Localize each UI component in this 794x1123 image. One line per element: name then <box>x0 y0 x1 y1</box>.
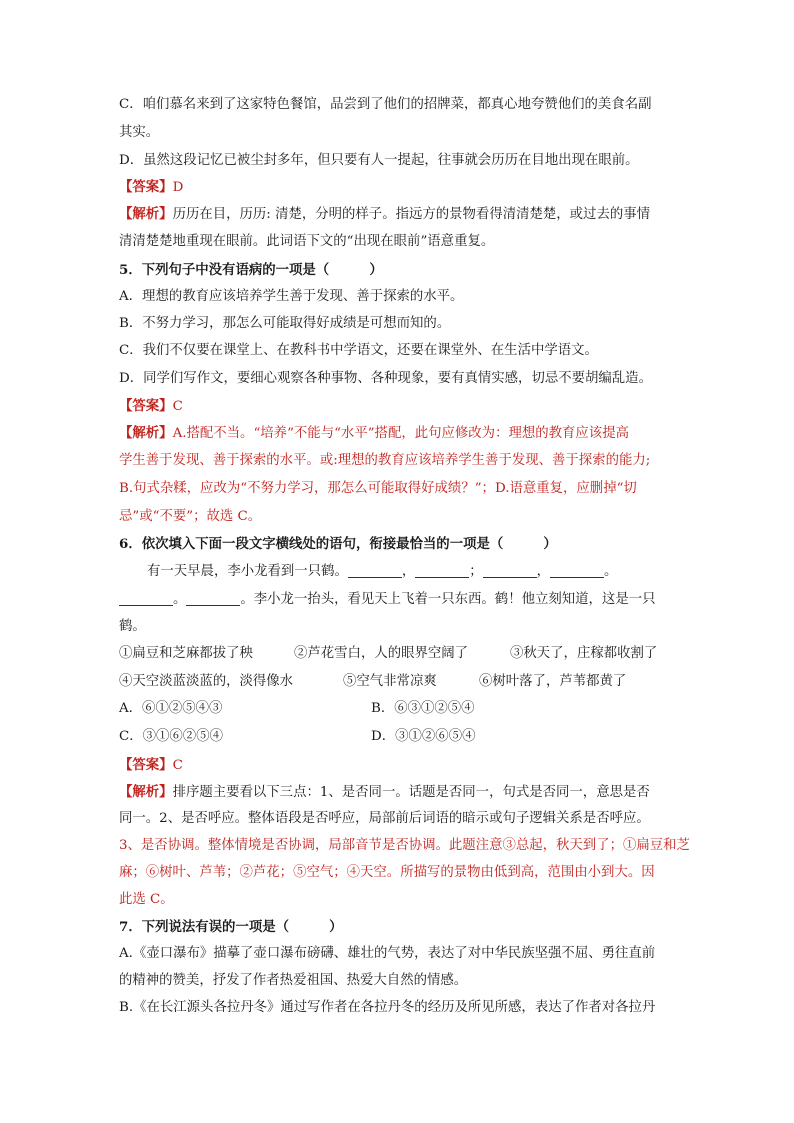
q6-explanation-line2: 同一。2、是否呼应。整体语段是否呼应，局部前后词语的暗示或句子逻辑关系是否呼应。 <box>119 811 650 826</box>
q6-passage-line1: 有一天早晨，李小龙看到一只鹤。 ， ； ， 。 <box>147 558 679 586</box>
passage-text: 。李小龙一抬头，看见天上飞着一只东西。鹤！他立刻知道，这是一只 <box>240 592 656 607</box>
fill-blank <box>348 561 402 578</box>
answer-value: C <box>172 758 183 773</box>
q7-option-a-line2: 的精神的赞美，抒发了作者热爱祖国、热爱大自然的情感。 <box>119 973 468 988</box>
q6-explanation-line4: 麻；⑥树叶、芦苇；②芦花；⑤空气；④天空。所描写的景物由低到高，范围由小到大。因 <box>119 865 655 880</box>
q6-explanation-line5: 此选 C。 <box>119 892 174 907</box>
q5-title: 5．下列句子中没有语病的一项是（ ） <box>119 262 383 278</box>
q5-option-b: B．不努力学习，那怎么可能取得好成绩是可想而知的。 <box>119 316 451 331</box>
fill-blank <box>415 561 469 578</box>
explanation-tag: 【解析】 <box>119 206 173 222</box>
q6-answer <box>119 751 679 780</box>
q4-option-c-line2: 其实。 <box>119 125 160 140</box>
q7-title: 7．下列说法有误的一项是（ ） <box>119 919 343 935</box>
q5-explanation-line4: 忌”或“不要”；故选 C。 <box>119 509 262 524</box>
q6-sentence-2: ②芦花雪白，人的眼界空阔了 <box>294 646 469 661</box>
q6-passage-line3: 鹤。 <box>119 619 146 634</box>
q6-sentence-1: ①扁豆和芝麻都拔了秧 <box>119 646 253 661</box>
answer-tag: 【答案】 <box>119 179 173 195</box>
q6-option-c: C．③①⑥②⑤④ <box>119 729 223 744</box>
fill-blank <box>186 589 240 606</box>
explanation-text: A.搭配不当。“培养”不能与“水平”搭配，此句应修改为：理想的教育应该提高 <box>172 426 629 441</box>
passage-text: 有一天早晨，李小龙看到一只鹤。 <box>147 564 348 579</box>
q6-sentence-6: ⑥树叶落了，芦苇都黄了 <box>479 674 627 689</box>
q6-explanation-line3: 3、是否协调。整体情境是否协调，局部音节是否协调。此题注意③总起，秋天到了；①扁豆和芝 <box>119 838 690 853</box>
q5-option-a: A．理想的教育应该培养学生善于发现、善于探索的水平。 <box>119 289 464 304</box>
q5-option-d: D．同学们写作文，要细心观察各种事物、各种现象，要有真情实感，切忌不要胡编乱造。 <box>119 371 652 386</box>
answer-value: D <box>172 180 184 195</box>
answer-tag: 【答案】 <box>119 757 173 773</box>
q6-passage-line2: 。 。李小龙一抬头，看见天上飞着一只东西。鹤！他立刻知道，这是一只 <box>119 586 679 614</box>
q6-explanation-line1 <box>119 778 679 807</box>
q7-option-a-line1: A.《壶口瀑布》描摹了壶口瀑布磅礴、雄壮的气势，表达了对中华民族坚强不屈、勇往直前 <box>119 946 656 961</box>
q6-option-b: B．⑥③①②⑤④ <box>371 701 475 716</box>
q6-option-d: D．③①②⑥⑤④ <box>371 729 476 744</box>
fill-blank <box>550 561 604 578</box>
q5-answer <box>119 392 679 421</box>
q5-explanation-line2: 学生善于发现、善于探索的水平。或:理想的教育应该培养学生善于发现、善于探索的能力; <box>119 453 651 468</box>
q4-explanation-line2: 清清楚楚地重现在眼前。此词语下文的“出现在眼前”语意重复。 <box>119 234 495 249</box>
explanation-tag: 【解析】 <box>119 784 173 800</box>
fill-blank <box>483 561 537 578</box>
fill-blank <box>119 589 173 606</box>
q6-sentence-3: ③秋天了，庄稼都收割了 <box>510 646 658 661</box>
q4-option-d: D．虽然这段记忆已被尘封多年，但只要有人一提起，往事就会历历在目地出现在眼前。 <box>119 153 639 168</box>
answer-tag: 【答案】 <box>119 398 173 414</box>
explanation-text: 历历在目，历历: 清楚，分明的样子。指远方的景物看得清清楚楚，或过去的事情 <box>172 207 650 222</box>
explanation-tag: 【解析】 <box>119 425 173 441</box>
q6-title: 6．依次填入下面一段文字横线处的语句，衔接最恰当的一项是（ ） <box>119 536 557 552</box>
answer-value: C <box>172 399 183 414</box>
explanation-text: 排序题主要看以下三点：1、是否同一。话题是否同一，句式是否同一，意思是否 <box>172 785 650 800</box>
q6-sentence-5: ⑤空气非常凉爽 <box>343 674 437 689</box>
q4-answer <box>119 173 679 202</box>
q5-explanation-line3: B.句式杂糅，应改为“不努力学习，那怎么可能取得好成绩？”；D.语意重复，应删掉“切 <box>119 481 637 496</box>
q4-explanation-line1 <box>119 200 679 229</box>
q6-option-a: A．⑥①②⑤④③ <box>119 701 223 716</box>
q4-option-c-line1: C．咱们慕名来到了这家特色餐馆，品尝到了他们的招牌菜，都真心地夸赞他们的美食名副 <box>119 97 652 112</box>
q6-sentence-4: ④天空淡蓝淡蓝的，淡得像水 <box>119 674 294 689</box>
q5-option-c: C．我们不仅要在课堂上、在教科书中学语文，还要在课堂外、在生活中学语文。 <box>119 343 598 358</box>
q7-option-b-line1: B.《在长江源头各拉丹冬》通过写作者在各拉丹冬的经历及所见所感，表达了作者对各拉丹 <box>119 1000 656 1015</box>
q5-explanation-line1 <box>119 419 679 448</box>
